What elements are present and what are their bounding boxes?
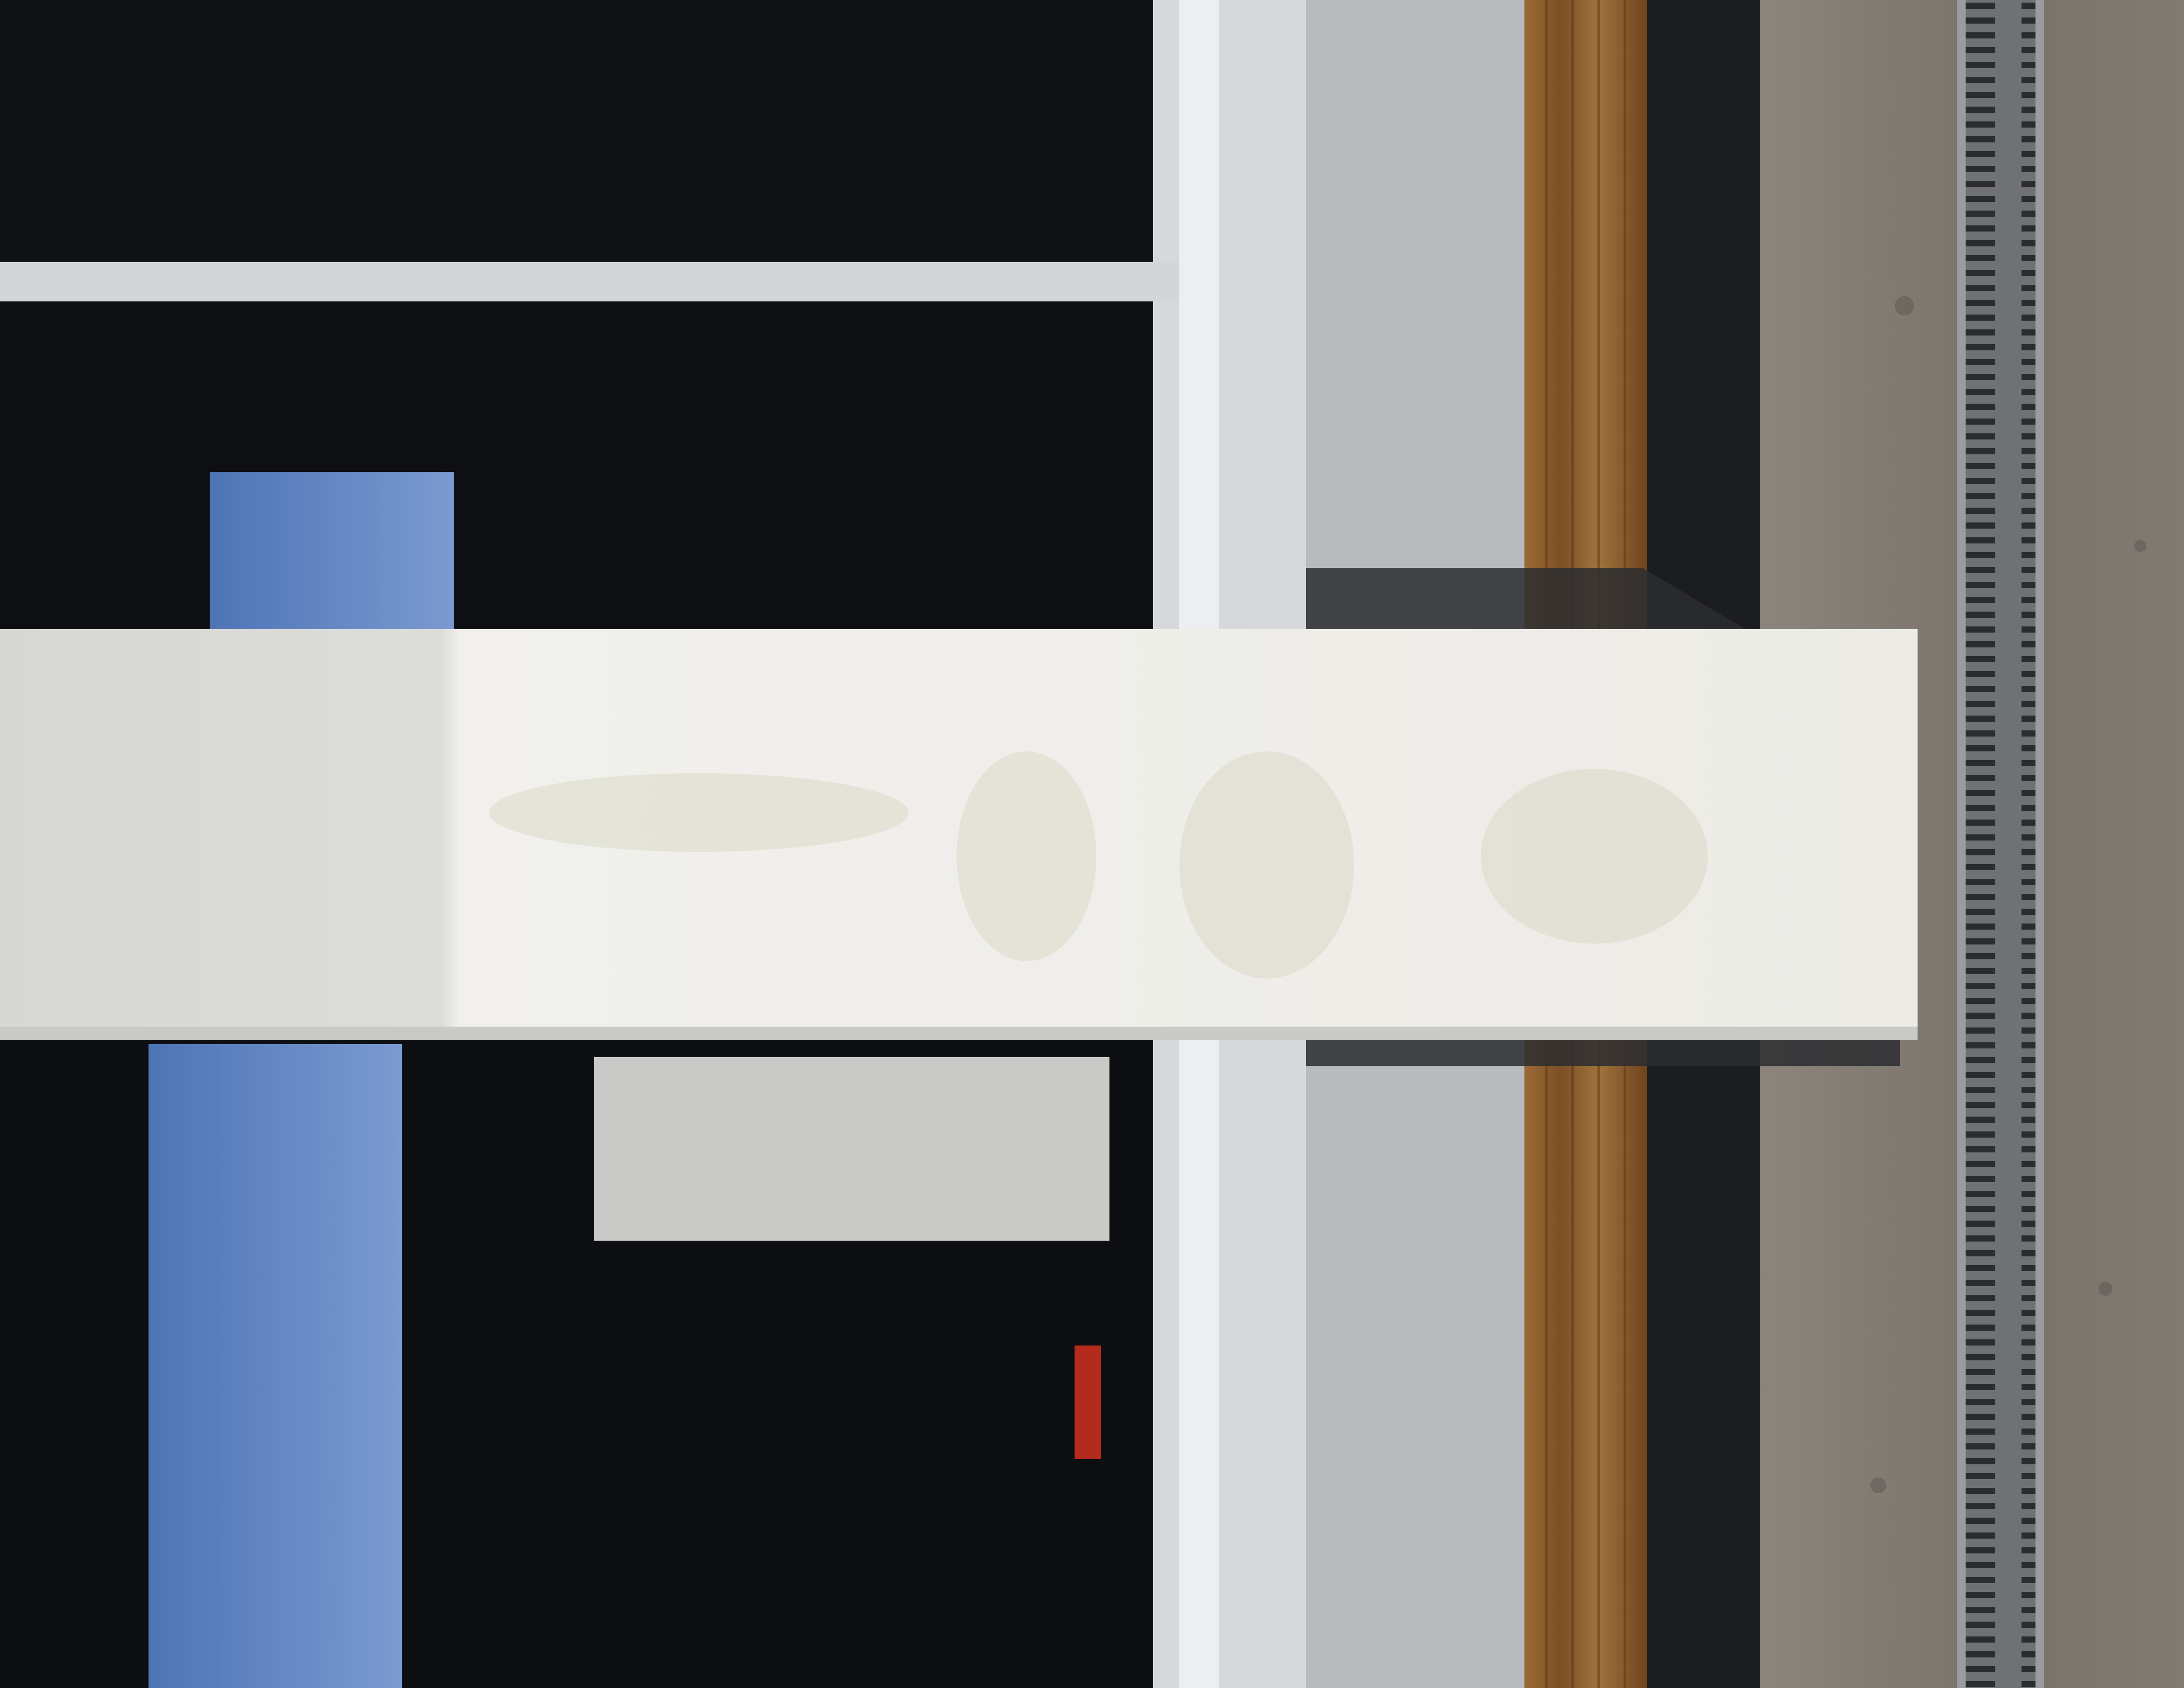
drain-grate-slots bbox=[1966, 0, 2035, 1688]
reflected-building bbox=[594, 1057, 1109, 1241]
window-glass-top-left bbox=[0, 0, 1153, 262]
column-edge-bottom bbox=[0, 1027, 1918, 1040]
sky-reflection-lower bbox=[149, 1044, 402, 1688]
window-mullion-horizontal bbox=[0, 262, 1179, 301]
window-glass-upper bbox=[0, 301, 1153, 633]
reflected-red-object bbox=[1075, 1346, 1101, 1459]
sky-reflection-upper bbox=[210, 472, 454, 633]
